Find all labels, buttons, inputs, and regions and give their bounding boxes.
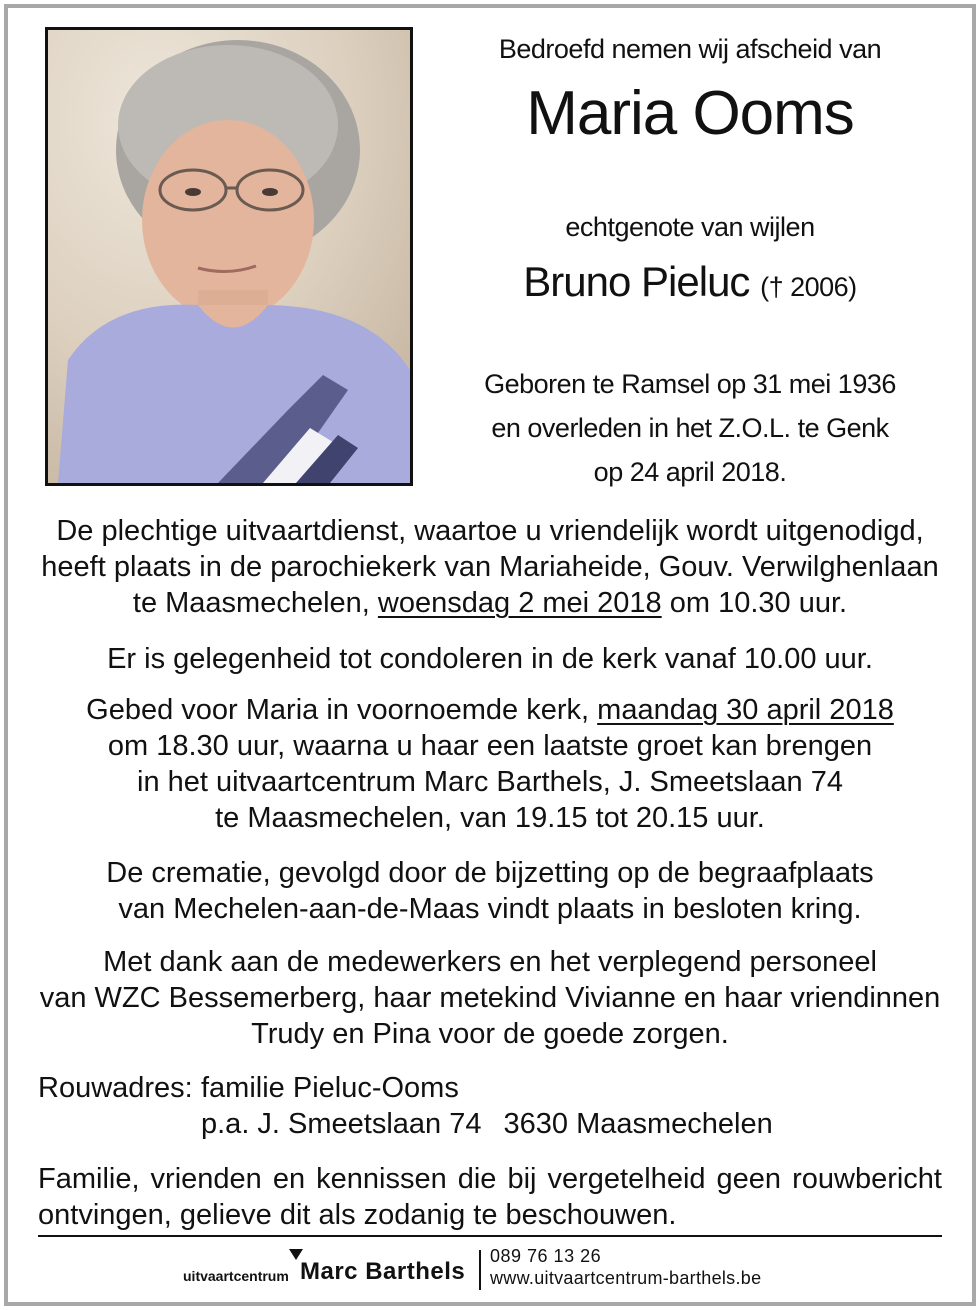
logo-subtitle: uitvaartcentrum	[183, 1268, 289, 1284]
address-row-2	[38, 1106, 773, 1142]
prayer-line-4: te Maasmechelen, van 19.15 tot 20.15 uur.	[215, 802, 765, 834]
cremation-paragraph	[30, 855, 950, 927]
spouse-line	[420, 258, 960, 306]
thanks-paragraph	[30, 944, 950, 1052]
website-link[interactable]: www.uitvaartcentrum-barthels.be	[490, 1268, 762, 1288]
birth-death-details	[420, 362, 960, 494]
logo-name: Marc Barthels	[300, 1258, 466, 1285]
prayer-line-1	[30, 692, 950, 728]
cremation-line-2: van Mechelen-aan-de-Maas vindt plaats in besloten kring.	[118, 893, 862, 925]
address-street: p.a. J. Smeetslaan 74	[201, 1108, 482, 1140]
address-label: Rouwadres:	[38, 1072, 193, 1104]
service-line-3-end: om 10.30 uur.	[669, 587, 848, 619]
prayer-line-1-start: Gebed voor Maria in voornoemde kerk,	[86, 694, 590, 726]
phone-number: 089 76 13 26	[490, 1246, 602, 1266]
service-line-3-start: te Maasmechelen,	[132, 587, 370, 619]
address-family: familie Pieluc-Ooms	[201, 1072, 459, 1104]
intro-text: Bedroefd nemen wij afscheid van	[498, 34, 882, 64]
cremation-line-1: De crematie, gevolgd door de bijzetting op de begraafplaats	[106, 857, 874, 889]
address-city: 3630 Maasmechelen	[503, 1108, 773, 1140]
death-place-line: en overleden in het Z.O.L. te Genk	[491, 413, 889, 443]
spouse-name: Bruno Pieluc	[523, 258, 750, 305]
prayer-date: maandag 30 april 2018	[597, 694, 894, 726]
service-line-1: De plechtige uitvaartdienst, waartoe u vriendelijk wordt uitgenodigd,	[56, 515, 924, 547]
service-date: woensdag 2 mei 2018	[377, 587, 662, 619]
service-line-2: heeft plaats in de parochiekerk van Mariaheide, Gouv. Verwilghenlaan	[41, 551, 939, 583]
portrait-photo	[45, 27, 413, 486]
address-row-1	[38, 1070, 773, 1106]
family-note	[38, 1161, 942, 1233]
portrait-illustration	[48, 30, 410, 483]
family-note-line-1: Familie, vrienden en kennissen die bij vergetelheid geen rouwbericht	[38, 1163, 942, 1195]
footer-separator	[479, 1250, 481, 1290]
spouse-label: echtgenote van wijlen	[565, 212, 815, 242]
thanks-line-1: Met dank aan de medewerkers en het verplegend personeel	[103, 946, 877, 978]
thanks-line-3: Trudy en Pina voor de goede zorgen.	[251, 1018, 729, 1050]
service-line-3	[30, 585, 950, 621]
thanks-line-2: van WZC Bessemerberg, haar metekind Vivianne en haar vriendinnen	[39, 982, 941, 1014]
condolence-paragraph: Er is gelegenheid tot condoleren in de kerk vanaf 10.00 uur.	[107, 643, 873, 675]
service-paragraph	[30, 513, 950, 621]
prayer-line-2: om 18.30 uur, waarna u haar een laatste groet kan brengen	[107, 730, 873, 762]
prayer-paragraph	[30, 692, 950, 836]
footer-divider	[38, 1235, 942, 1237]
mourning-address	[38, 1070, 773, 1142]
prayer-line-3: in het uitvaartcentrum Marc Barthels, J. Smeetslaan 74	[137, 766, 843, 798]
death-date-line: op 24 april 2018.	[593, 457, 787, 487]
deceased-name: Maria Ooms	[526, 79, 854, 148]
birth-line: Geboren te Ramsel op 31 mei 1936	[484, 369, 896, 399]
family-note-line-2: ontvingen, gelieve dit als zodanig te beschouwen.	[38, 1199, 677, 1231]
spouse-death: († 2006)	[760, 272, 857, 302]
footer	[0, 1246, 980, 1292]
